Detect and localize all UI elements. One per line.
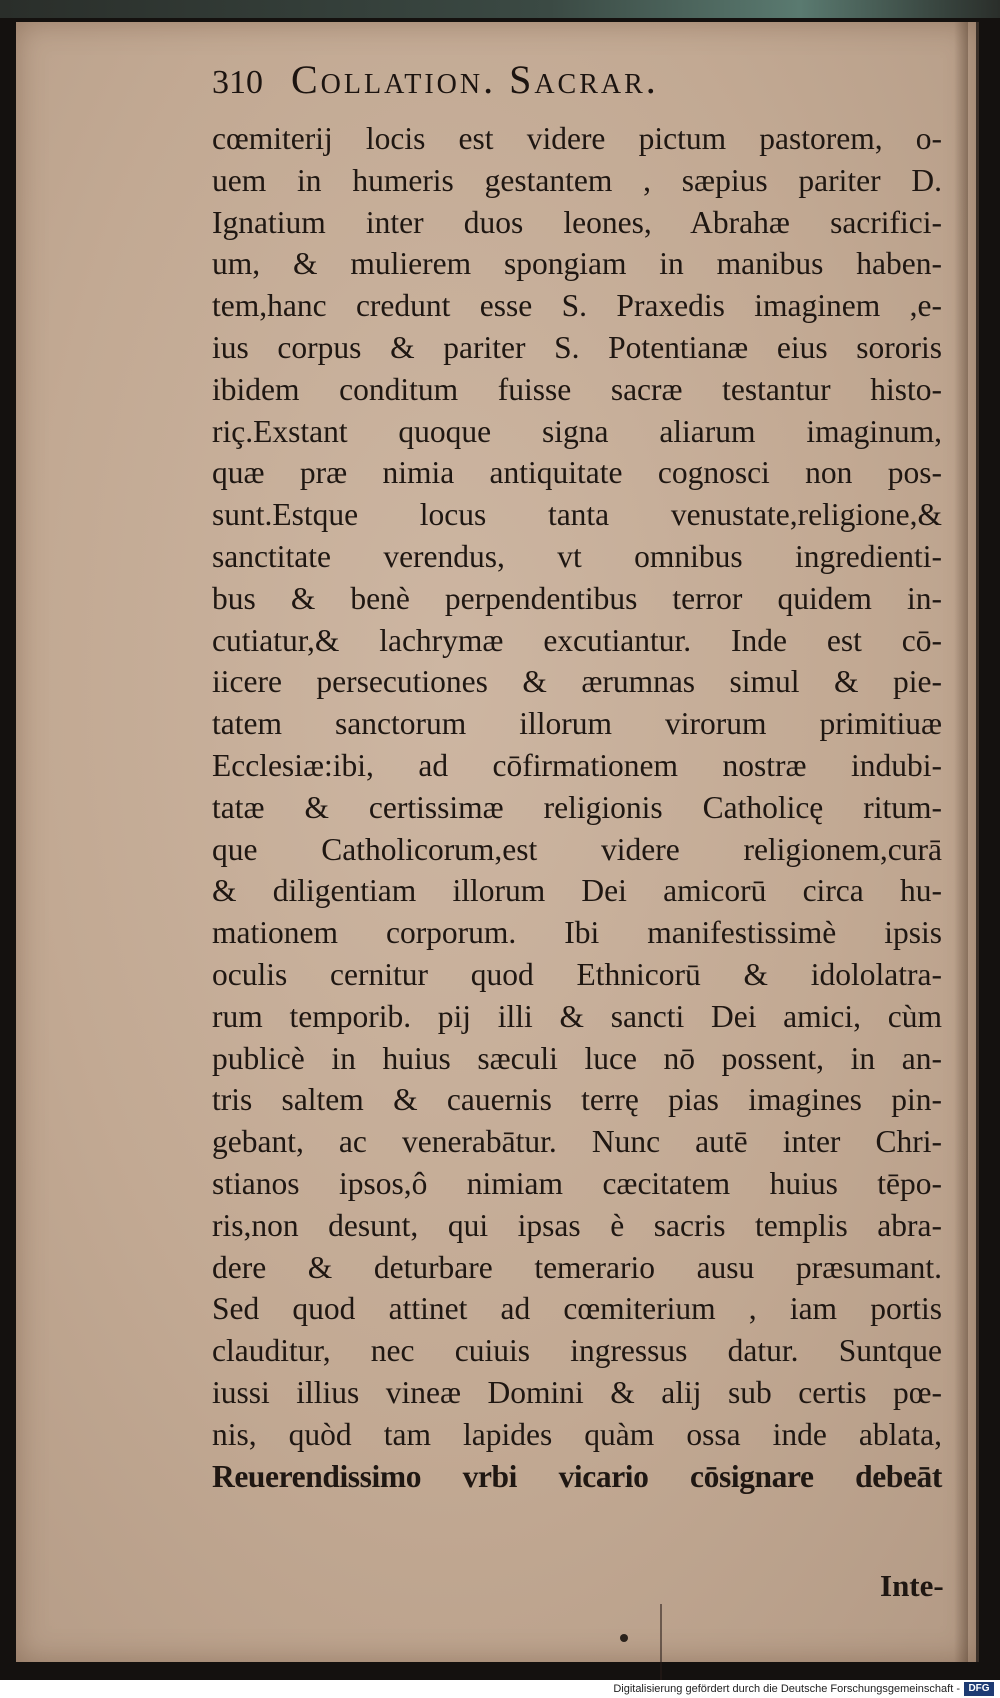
text-line: iussi illius vineæ Domini & alij sub certis pœ-: [212, 1374, 942, 1410]
text-line: que Catholicorum,est videre religionem,curā: [212, 831, 942, 867]
text-line: clauditur, nec cuiuis ingressus datur. Suntque: [212, 1333, 942, 1369]
text-line: dere & deturbare temerario ausu præsumant.: [212, 1249, 942, 1285]
text-line: nis, quòd tam lapides quàm ossa inde ablata,: [212, 1416, 942, 1452]
page-body-text: [212, 118, 942, 1497]
text-line: riç.Exstant quoque signa aliarum imaginum,: [212, 413, 942, 449]
text-line: iicere persecutiones & ærumnas simul & pie-: [212, 664, 942, 700]
text-line: ibidem conditum fuisse sacræ testantur histo-: [212, 371, 942, 407]
text-line: uem in humeris gestantem , sæpius pariter D.: [212, 162, 942, 198]
funding-credit: Digitalisierung gefördert durch die Deutsche Forschungsgemeinschaft -: [613, 1683, 960, 1695]
text-line: cutiatur,& lachrymæ excutiantur. Inde est cō-: [212, 622, 942, 658]
running-title: Collation. Sacrar.: [291, 57, 659, 102]
running-header: [212, 56, 852, 116]
text-line: mationem corporum. Ibi manifestissimè ipsis: [212, 915, 942, 951]
text-line: tatæ & certissimæ religionis Catholicę ritum-: [212, 789, 942, 825]
page-fold-line: [660, 1604, 662, 1684]
ink-spot: [620, 1634, 628, 1642]
page-edge-shadow: [954, 22, 968, 1662]
text-line: oculis cernitur quod Ethnicorū & idololatra-: [212, 956, 942, 992]
text-line: Ignatium inter duos leones, Abrahæ sacrifici-: [212, 204, 942, 240]
digitization-footer: [0, 1680, 1000, 1698]
text-line: sanctitate verendus, vt omnibus ingredienti-: [212, 538, 942, 574]
text-line: Reuerendissimo vrbi vicario cōsignare debeāt: [212, 1458, 942, 1494]
text-line: stianos ipsos,ô nimiam cæcitatem huius tēpo-: [212, 1165, 942, 1201]
dfg-logo: DFG: [964, 1682, 994, 1696]
catchword: Inte-: [880, 1568, 944, 1603]
text-line: sunt.Estque locus tanta venustate,religione,&: [212, 497, 942, 533]
text-line: ris,non desunt, qui ipsas è sacris templis abra-: [212, 1207, 942, 1243]
text-line: tris saltem & cauernis terrę pias imagines pin-: [212, 1082, 942, 1118]
text-line: um, & mulierem spongiam in manibus haben-: [212, 246, 942, 282]
text-line: Ecclesiæ:ibi, ad cōfirmationem nostræ indubi-: [212, 747, 942, 783]
text-line: gebant, ac venerabātur. Nunc autē inter Chri-: [212, 1124, 942, 1160]
text-line: Sed quod attinet ad cœmiterium , iam portis: [212, 1291, 942, 1327]
scan-top-edge: [0, 0, 1000, 18]
text-line: bus & benè perpendentibus terror quidem in-: [212, 580, 942, 616]
text-line: quæ præ nimia antiquitate cognosci non pos-: [212, 455, 942, 491]
text-line: tem,hanc credunt esse S. Praxedis imaginem ,e-: [212, 288, 942, 324]
text-line: rum temporib. pij illi & sancti Dei amici, cùm: [212, 998, 942, 1034]
text-line: tatem sanctorum illorum virorum primitiuæ: [212, 706, 942, 742]
page-number: 310: [212, 64, 263, 101]
text-line: cœmiterij locis est videre pictum pastorem, o-: [212, 121, 942, 156]
text-line: publicè in huius sæculi luce nō possent, in an-: [212, 1040, 942, 1076]
text-line: & diligentiam illorum Dei amicorū circa hu-: [212, 873, 942, 909]
text-line: ius corpus & pariter S. Potentianæ eius sororis: [212, 329, 942, 365]
